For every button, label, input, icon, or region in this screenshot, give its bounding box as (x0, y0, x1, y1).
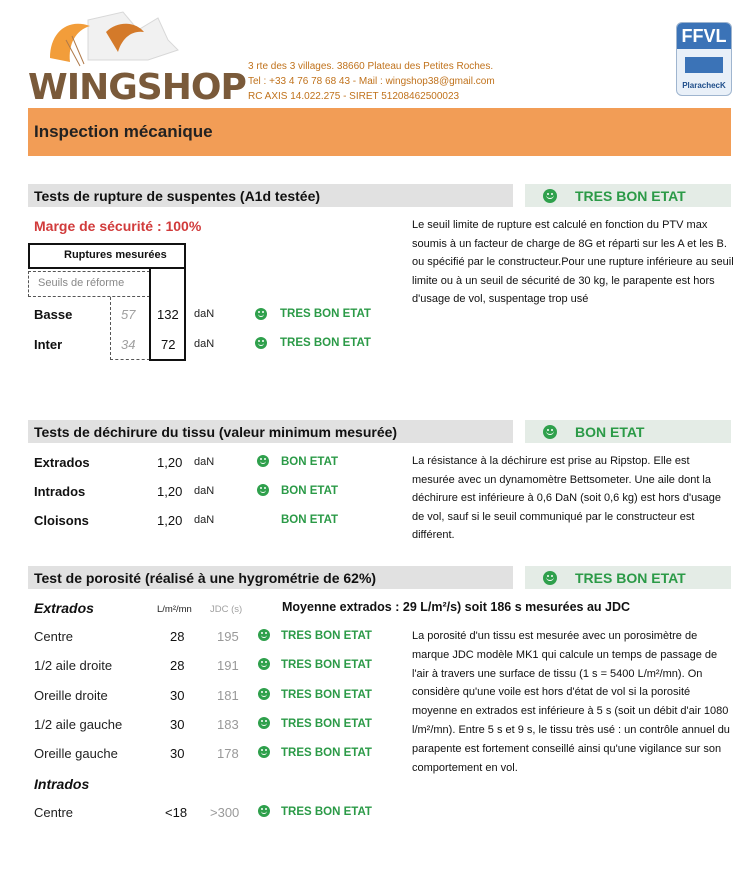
threshold-header: Seuils de réforme (38, 277, 125, 289)
dechirure-section-title: Tests de déchirure du tissu (valeur minimum mesurée) (34, 424, 398, 440)
safety-margin: Marge de sécurité : 100% (34, 218, 202, 234)
porosite-row-status: TRES BON ETAT (281, 659, 372, 671)
porosite-row-label: 1/2 aile gauche (34, 717, 123, 732)
jdc-column-header: JDC (s) (210, 604, 243, 615)
smiley-icon (257, 455, 269, 467)
porosite-row-status: TRES BON ETAT (281, 718, 372, 730)
rupture-row-label: Inter (34, 337, 63, 352)
dechirure-row-value: 1,20 (157, 513, 183, 528)
porosite-row-flow: 28 (170, 629, 185, 644)
dechirure-row-value: 1,20 (157, 455, 183, 470)
porosite-row-label: Oreille droite (34, 688, 108, 703)
smiley-icon (258, 688, 270, 700)
dechirure-description: La résistance à la déchirure est prise au Ripstop. Elle est mesurée avec un dynamomètre Bettsometer. Une aile dont la déchirure est inférieure à 0,6 DaN (soit 0,6 kg) est hors d'usage de vol, sauf si le seuil communiqué par le constructeur est différent. (412, 455, 722, 541)
address-line: 3 rte des 3 villages. 38660 Plateau des Petites Roches. (248, 61, 494, 72)
smiley-icon (543, 425, 557, 439)
wingshop-logo (28, 10, 246, 110)
porosite-row-status: TRES BON ETAT (281, 747, 372, 759)
porosite-row-jdc: 178 (217, 746, 239, 761)
rupture-row-threshold: 34 (121, 337, 136, 352)
rupture-row-threshold: 57 (121, 307, 136, 322)
rupture-row-measured: 132 (157, 307, 179, 322)
porosite-row-jdc: 195 (217, 629, 239, 644)
smiley-icon (258, 658, 270, 670)
porosite-row-label: Centre (34, 629, 74, 644)
porosite-row-flow: 30 (170, 717, 185, 732)
ffvl-badge-subtitle: PlarachecK (682, 81, 726, 90)
porosite-status: TRES BON ETAT (575, 570, 686, 586)
porosite-row-status: TRES BON ETAT (281, 630, 372, 642)
rupture-row-status: TRES BON ETAT (280, 308, 371, 320)
intrados-heading: Intrados (34, 776, 90, 792)
smiley-icon (255, 308, 267, 320)
dechirure-row-unit: daN (194, 456, 215, 468)
smiley-icon (258, 717, 270, 729)
dechirure-row-label: Cloisons (34, 513, 89, 528)
dechirure-status: BON ETAT (575, 424, 645, 440)
measured-header: Ruptures mesurées (64, 249, 167, 261)
ffvl-badge-title: FFVL (677, 23, 731, 49)
smiley-icon (543, 189, 557, 203)
rupture-section-title: Tests de rupture de suspentes (A1d testée) (34, 188, 321, 204)
rupture-row-status: TRES BON ETAT (280, 337, 371, 349)
dechirure-row-status: BON ETAT (281, 456, 339, 468)
company-address (248, 59, 495, 104)
porosite-row-label: 1/2 aile droite (34, 658, 113, 673)
porosite-row-jdc: 181 (217, 688, 239, 703)
smiley-icon (255, 337, 267, 349)
porosite-row-status: TRES BON ETAT (281, 689, 372, 701)
porosite-row-label: Centre (34, 805, 74, 820)
logo-text: WINGSHOP (28, 67, 246, 108)
page-title: Inspection mécanique (34, 122, 213, 141)
porosite-row-flow: 30 (170, 688, 185, 703)
ffvl-badge (676, 22, 732, 96)
contact-line: Tel : +33 4 76 78 68 43 - Mail : wingshop38@gmail.com (248, 76, 495, 87)
dechirure-row-unit: daN (194, 485, 215, 497)
dechirure-row-label: Extrados (34, 455, 90, 470)
registration-line: RC AXIS 14.022.275 - SIRET 51208462500023 (248, 91, 460, 102)
porosite-row-status: TRES BON ETAT (281, 806, 372, 818)
rupture-status: TRES BON ETAT (575, 188, 686, 204)
porosite-row-flow: 28 (170, 658, 185, 673)
dechirure-row-status: BON ETAT (281, 514, 339, 526)
porosite-row-jdc: >300 (210, 805, 240, 820)
smiley-icon (543, 571, 557, 585)
extrados-heading: Extrados (34, 600, 94, 616)
moyenne-extrados: Moyenne extrados : 29 L/m²/s) soit 186 s mesurées au JDC (282, 600, 631, 614)
porosite-description: La porosité d'un tissu est mesurée avec un porosimètre de marque JDC modèle MK1 qui calcule un temps de passage de l'air à travers une surface de tissu (1 s = 5400 L/m²/mn). On considère qu'une voile est hors d'état de vol si la porosité moyenne en extrados est inférieure à 5 s (soit un débit d'air 1080 l/m²/mn). Entre 5 s et 9 s, le tissu très usé : un contrôle annuel du parapente est fortement conseillé ainsi qu'une vigilance sur son comportement en vol. (412, 630, 730, 774)
dechirure-row-label: Intrados (34, 484, 86, 499)
smiley-icon (258, 805, 270, 817)
porosite-section-title: Test de porosité (réalisé à une hygrométrie de 62%) (34, 570, 377, 586)
porosite-row-flow: 30 (170, 746, 185, 761)
porosite-row-label: Oreille gauche (34, 746, 118, 761)
dechirure-row-status: BON ETAT (281, 485, 339, 497)
dechirure-row-value: 1,20 (157, 484, 183, 499)
porosite-row-jdc: 183 (217, 717, 239, 732)
dechirure-row-unit: daN (194, 514, 215, 526)
smiley-icon (258, 746, 270, 758)
smiley-icon (258, 629, 270, 641)
rupture-row-unit: daN (194, 308, 215, 320)
rupture-row-measured: 72 (161, 337, 176, 352)
rupture-row-label: Basse (34, 307, 73, 322)
rupture-row-unit: daN (194, 338, 215, 350)
porosite-row-flow: <18 (165, 805, 188, 820)
flow-column-header: L/m²/mn (157, 604, 192, 615)
porosite-row-jdc: 191 (217, 658, 239, 673)
smiley-icon (257, 484, 269, 496)
rupture-description: Le seuil limite de rupture est calculé en fonction du PTV max soumis à un facteur de charge de 8G et réparti sur les A et les B. ou spécifié par le constructeur.Pour une rupture inférieure au seuil limite ou à un seuil de sécurité de 30 kg, le parapente est hors d'usage de vol, suspentage trop usé (412, 219, 734, 305)
ffvl-badge-stripe (685, 57, 723, 73)
